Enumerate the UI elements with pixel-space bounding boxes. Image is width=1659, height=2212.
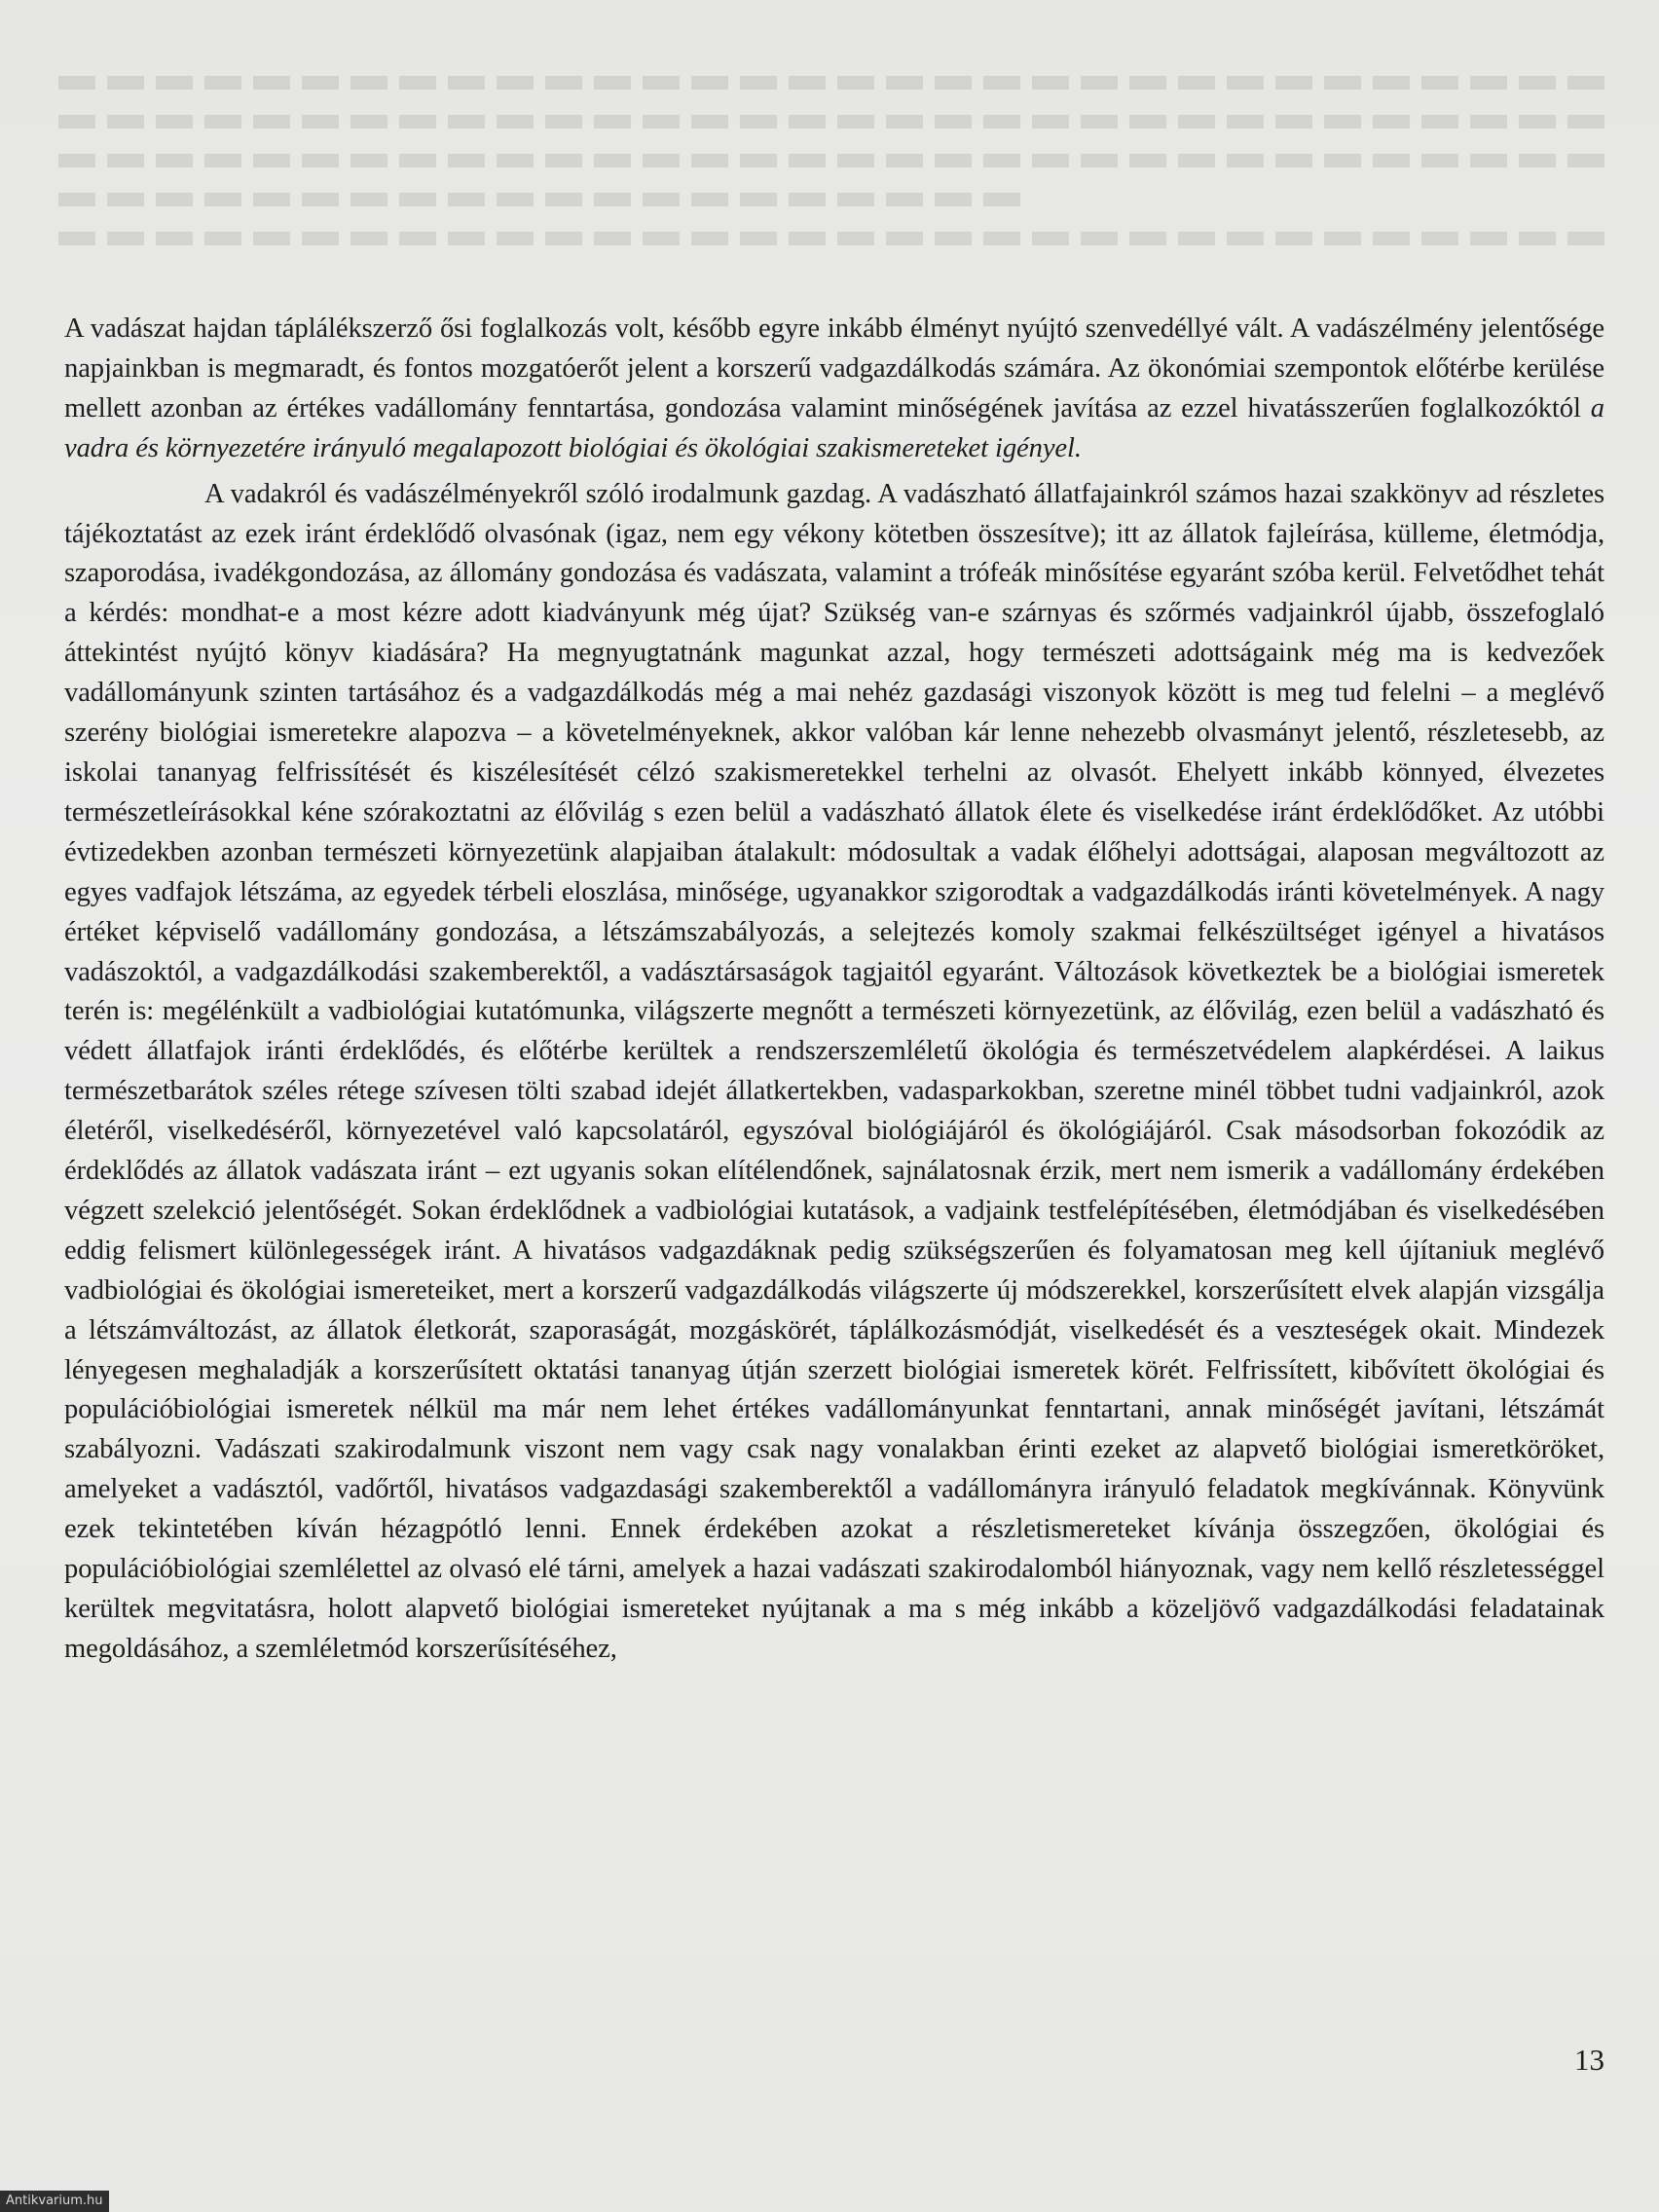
body-text (64, 310, 1604, 1670)
paragraph-intro-text: A vadászat hajdan táplálékszerző ősi foglalkozás volt, később egyre inkább élményt nyújtó szenvedéllyé vált. A vadászélmény jelentősége napjainkban is megmaradt, és fontos mozgatóerőt jelent a korszerű vadgazdálkodás számára. Az ökonómiai szempontok előtérbe kerülése mellett azonban az értékes vadállomány fenntartása, gondozása valamint minőségének javítása az ezzel hivatásszerűen foglalkozóktól (64, 313, 1604, 424)
paragraph-intro (64, 310, 1604, 469)
page-number: 13 (1574, 2043, 1604, 2077)
paragraph-intro-emphasis: a vadra és környezetére irányuló megalapozott biológiai és ökológiai szakismereteket igényel. (64, 392, 1604, 463)
paragraph-main: A vadakról és vadászélményekről szóló irodalmunk gazdag. A vadászható állatfajainkról számos hazai szakkönyv ad részletes tájékoztatást az ezek iránt érdeklődő olvasónak (igaz, nem egy vékony kötetben összesítve); itt az állatok fajleírása, külleme, életmódja, szaporodása, ivadékgondozása, az állomány gondozása és vadászata, valamint a trófeák minősítése egyaránt szóba kerül. Felvetődhet tehát a kérdés: mondhat-e a most kézre adott kiadványunk még újat? Szükség van-e szárnyas és szőrmés vadjainkról újabb, összefoglaló áttekintést nyújtó könyv kiadására? Ha megnyugtatnánk magunkat azzal, hogy természeti adottságaink még ma is kedvezőek vadállományunk szinten tartásához és a vadgazdálkodás még a mai nehéz gazdasági viszonyok között is meg tud felelni – a meglévő szerény biológiai ismeretekre alapozva – a követelményeknek, akkor valóban kár lenne nehezebb olvasmányt jelentő, részletesebb, az iskolai tananyag felfrissítését és kiszélesítését célzó szakismeretekkel terhelni az olvasót. Ehelyett inkább könnyed, élvezetes természetleírásokkal kéne szórakoztatni az élővilág s ezen belül a vadászható állatok élete és viselkedése iránt érdeklődőket. Az utóbbi évtizedekben azonban természeti környezetünk alapjaiban átalakult: módosultak a vadak élőhelyi adottságai, alaposan megváltozott az egyes vadfajok létszáma, az egyedek térbeli eloszlása, minősége, ugyanakkor szigorodtak a vadgazdálkodás iránti követelmények. A nagy értéket képviselő vadállomány gondozása, a létszámszabályozás, a selejtezés komoly szakmai felkészültséget igényel a hivatásos vadászoktól, a vadgazdálkodási szakemberektől, a vadásztársaságok tagjaitól egyaránt. Változások következtek be a biológiai ismeretek terén is: megélénkült a vadbiológiai kutatómunka, világszerte megnőtt a természeti környezetünk, az élővilág, ezen belül a vadászható és védett állatfajok iránti érdeklődés, és előtérbe kerültek a rendszerszemléletű ökológia és természetvédelem alapkérdései. A laikus természetbarátok széles rétege szívesen tölti szabad idejét állatkertekben, vadasparkokban, szeretne minél többet tudni vadjainkról, azok életéről, viselkedéséről, környezetével való kapcsolatáról, egyszóval biológiájáról és ökológiájáról. Csak másodsorban fokozódik az érdeklődés az állatok vadászata iránt – ezt ugyanis sokan elítélendőnek, sajnálatosnak érzik, mert nem ismerik a vadállomány érdekében végzett szelekció jelentőségét. Sokan érdeklődnek a vadbiológiai kutatások, a vadjaink testfelépítésében, életmódjában és viselkedésében eddig felismert különlegességek iránt. A hivatásos vadgazdáknak pedig szükségszerűen és folyamatosan meg kell újítaniuk meglévő vadbiológiai és ökológiai ismereteiket, mert a korszerű vadgazdálkodás világszerte új módszerekkel, korszerűsített elvek alapján vizsgálja a létszámváltozást, az állatok életkorát, szaporaságát, mozgáskörét, táplálkozásmódját, viselkedését és a veszteségek okait. Mindezek lényegesen meghaladják a korszerűsített oktatási tananyag útján szerzett biológiai ismeretek körét. Felfrissített, kibővített ökológiai és populációbiológiai ismeretek nélkül ma már nem lehet értékes vadállományunkat fenntartani, annak minőségét javítani, létszámát szabályozni. Vadászati szakirodalmunk viszont nem vagy csak nagy vonalakban érinti ezeket az alapvető biológiai ismeretköröket, amelyeket a vadásztól, vadőrtől, hivatásos vadgazdasági szakemberektől a vadállományra irányuló feladatok megkívánnak. Könyvünk ezek tekintetében kíván hézagpótló lenni. Ennek érdekében azokat a részletismereteket kívánja összegzően, ökológiai és populációbiológiai szemlélettel az olvasó elé tárni, amelyek a hazai vadászati szakirodalomból hiányoznak, vagy nem kellő részletességgel kerültek megvitatásra, holott alapvető biológiai ismereteket nyújtanak a ma s még inkább a közeljövő vadgazdálkodási feladatainak megoldásához, a szemléletmód korszerűsítéséhez, (64, 478, 1604, 1664)
watermark-label: Antikvarium.hu (0, 2191, 109, 2212)
show-through-text (58, 0, 1616, 321)
